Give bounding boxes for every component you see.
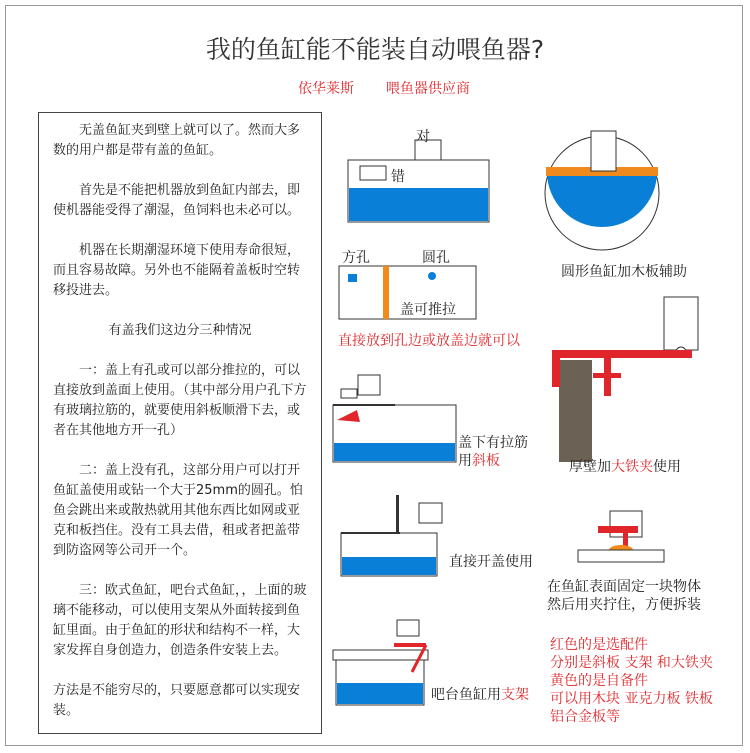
panel-paragraph: 一：盖上有孔或可以部分推拉的，可以直接放到盖面上使用。（其中部分用户孔下方有玻璃拉筋的，就要使用斜板顺滑下去，或者在其他地方开一孔） — [53, 363, 307, 438]
label-round-hole: 圆孔 — [422, 250, 450, 266]
label-right: 对 — [416, 129, 430, 145]
round-hole — [428, 272, 436, 280]
lid-placement-diagram — [348, 140, 489, 222]
fix-clamp-top — [598, 526, 638, 533]
sliding-edge — [383, 266, 389, 319]
label-slide-lid: 盖可推拉 — [400, 302, 456, 318]
label-wrong: 错 — [391, 169, 405, 185]
label-rib — [458, 434, 528, 470]
panel-paragraph: 三：欧式鱼缸，吧台式鱼缸，，上面的玻璃不能移动，可以使用支架从外面转接到鱼缸里面。由于鱼缸的形状和结构不一样，大家发挥自身创造力，创造条件安装上去。 — [53, 583, 307, 658]
label-thick-wall — [569, 458, 681, 476]
thick-wall — [559, 360, 592, 462]
square-hole — [348, 274, 357, 282]
bar-tank-diagram — [333, 620, 428, 705]
panel-paragraph: 二：盖上没有孔，这部分用户可以打开鱼缸盖使用或钻一个大于25mm的圆孔。怕鱼会跳出来或散热就用其他东西比如网或亚克和板挡住。没有工具去借，租或者把盖带到防盗网等公司开一个。 — [53, 463, 303, 558]
feeder-inside — [360, 166, 386, 180]
page-title: 我的鱼缸能不能装自动喂鱼器? — [205, 35, 545, 64]
bracket-top — [394, 643, 426, 647]
tank-water — [349, 188, 488, 221]
rib-feeder — [358, 375, 380, 395]
note-line: 黄色的是自备件 — [550, 673, 648, 689]
bar-counter-top — [333, 650, 428, 660]
bar-feeder — [397, 620, 419, 636]
label-big-clamp: 大铁夹 — [611, 459, 653, 475]
note-line: 铝合金板等 — [550, 709, 620, 725]
label-square-hole: 方孔 — [342, 250, 370, 266]
note-line: 红色的是选配件 — [550, 637, 648, 653]
fixed-object-diagram — [578, 511, 664, 562]
rib-lid-diagram — [333, 375, 456, 462]
fix-tank-top — [578, 550, 664, 562]
label-fix-line1: 在鱼缸表面固定一块物体 — [547, 579, 701, 595]
panel-paragraph: 方法是不能穷尽的，只要愿意都可以实现安装。 — [53, 683, 301, 718]
label-rib-use: 用 — [458, 453, 472, 469]
panel-paragraph: 机器在长期潮湿环境下使用寿命很短，而且容易故障。另外也不能隔着盖板时空转移投进去。 — [53, 243, 301, 298]
open-lid-diagram — [341, 495, 442, 576]
label-open-lid: 直接开盖使用 — [449, 554, 533, 570]
label-bar-tank — [431, 686, 529, 704]
clamp-handle — [593, 373, 621, 378]
label-bar-a: 吧台鱼缸用 — [431, 687, 501, 703]
round-tank-diagram — [545, 131, 659, 250]
panel-paragraph: 无盖鱼缸夹到壁上就可以了。然而大多数的用户都是带有盖的鱼缸。 — [53, 123, 301, 158]
label-place-note: 直接放到孔边或放盖边就可以 — [338, 333, 520, 349]
label-fixed-object — [547, 578, 701, 614]
open-lid-panel — [396, 495, 399, 533]
label-rib-line1: 盖下有拉筋 — [458, 435, 528, 451]
label-thick-c: 使用 — [653, 459, 681, 475]
clamp-jaw — [552, 350, 560, 387]
bar-tank-water — [337, 683, 423, 704]
open-feeder — [419, 503, 442, 523]
clamp-arm — [552, 350, 692, 358]
label-round-tank: 圆形鱼缸加木板辅助 — [561, 264, 687, 280]
clamp-feeder — [664, 297, 698, 350]
brand-role: 喂鱼器供应商 — [386, 81, 470, 97]
round-feeder — [591, 131, 616, 171]
note-line: 可以用木块 亚克力板 铁板 — [550, 691, 713, 707]
rib-feeder-tray — [341, 389, 357, 398]
label-slope-board: 斜板 — [472, 453, 500, 469]
label-fix-line2: 然后用夹拧住，方便拆装 — [547, 597, 701, 613]
brand-name: 依华莱斯 — [298, 81, 354, 97]
label-thick-a: 厚壁加 — [569, 459, 611, 475]
open-tank-water — [342, 557, 436, 575]
panel-paragraph: 首先是不能把机器放到鱼缸内部去，即使机器能受得了潮湿，鱼饲料也未必可以。 — [53, 183, 301, 218]
thick-wall-diagram — [552, 297, 698, 462]
rib-tank-water — [334, 443, 455, 461]
label-bracket: 支架 — [501, 687, 529, 703]
panel-paragraph: 有盖我们这边分三种情况 — [108, 323, 252, 338]
note-line: 分别是斜板 支架 和大铁夹 — [550, 655, 713, 671]
label-rib-line2 — [458, 452, 528, 470]
parts-notes — [550, 636, 713, 726]
